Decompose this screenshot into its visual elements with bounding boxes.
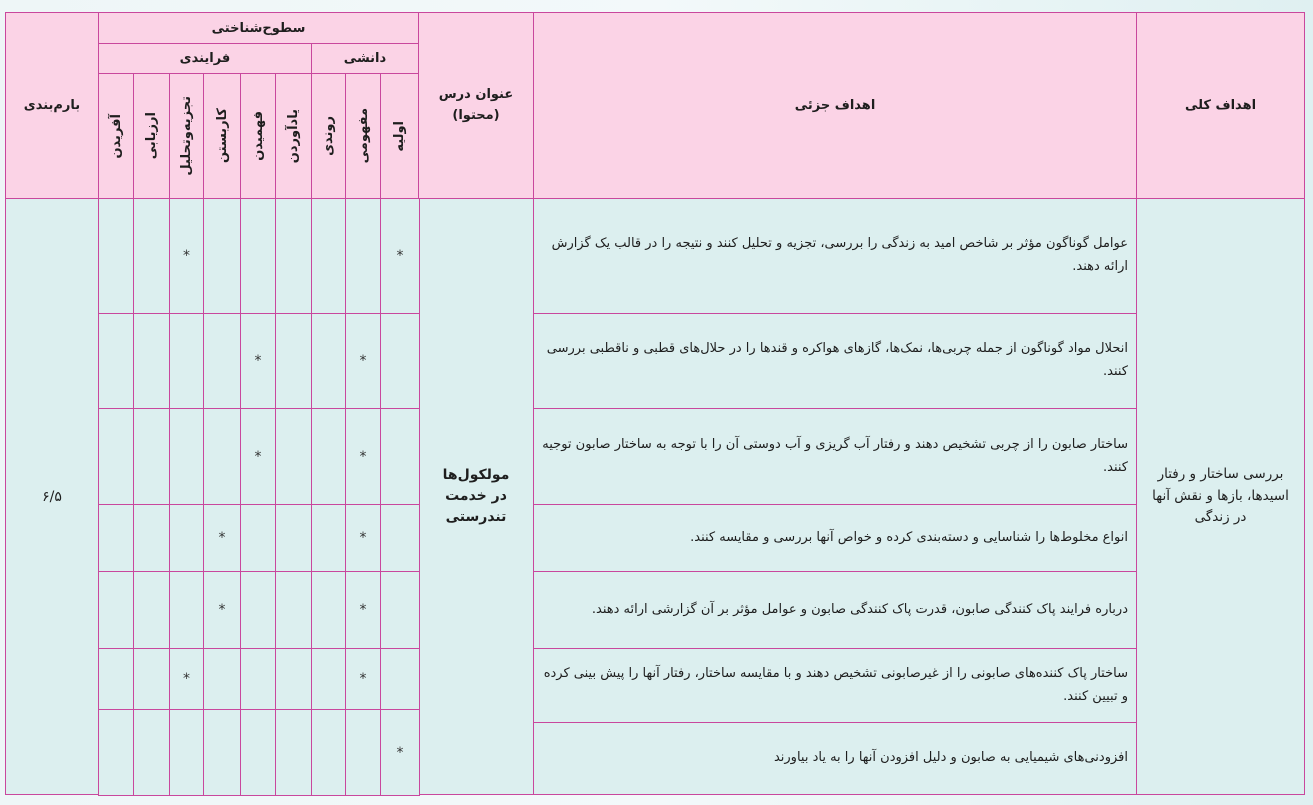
grid-cell [345, 504, 381, 572]
grid-cell [203, 408, 241, 505]
grid-cell [345, 313, 381, 409]
grid-cell [311, 571, 346, 649]
header-score [5, 12, 99, 199]
header-process-label: فرایندی [179, 51, 231, 66]
grid-cell [240, 504, 276, 572]
grid-cell [133, 198, 170, 314]
objective-row-2 [533, 313, 1137, 409]
grid-cell [169, 198, 204, 314]
grid-cell [203, 198, 241, 314]
grid-cell [133, 571, 170, 649]
objective-row-1 [533, 198, 1137, 314]
asterisk-mark: * [359, 353, 367, 369]
grid-cell [203, 313, 241, 409]
grid-cell [275, 571, 312, 649]
grid-cell [275, 408, 312, 505]
asterisk-mark: * [218, 530, 226, 546]
grid-cell [240, 648, 276, 710]
grid-cell [98, 408, 134, 505]
grid-cell [380, 198, 420, 314]
header-cognitive-levels [98, 12, 419, 44]
general-objective-cell [1136, 198, 1305, 795]
objective-text: عوامل گوناگون مؤثر بر شاخص امید به زندگی را بررسی، تجزیه و تحلیل کنند و نتیجه را در قالب یک گزارش ارائه دهند. [551, 236, 1128, 274]
col-label: فهمیدن [250, 111, 266, 161]
header-content-label: عنوان درس (محتوا) [438, 86, 514, 123]
grid-cell [169, 648, 204, 710]
grid-cell [98, 504, 134, 572]
header-col-procedural [311, 73, 346, 199]
header-col-understand [240, 73, 276, 199]
header-specific-objectives-label: اهداف جزئی [794, 98, 876, 113]
header-col-evaluate [133, 73, 170, 199]
header-col-conceptual [345, 73, 381, 199]
grid-cell [98, 648, 134, 710]
grid-cell [275, 648, 312, 710]
grid-cell [345, 709, 381, 796]
grid-cell [275, 504, 312, 572]
col-label: کاربستن [214, 108, 230, 164]
col-label: مفهومی [355, 108, 371, 164]
objective-text: درباره فرایند پاک کنندگی صابون، قدرت پاک کنندگی صابون و عوامل مؤثر بر آن گزارشی ارائه دهند. [591, 601, 1128, 617]
asterisk-mark: * [183, 248, 190, 264]
grid-cell [203, 709, 241, 796]
header-col-remember [275, 73, 312, 199]
score-cell [5, 198, 99, 795]
grid-cell [345, 198, 381, 314]
col-label: آفریدن [108, 113, 124, 159]
col-label: روندی [321, 116, 336, 156]
grid-cell [311, 313, 346, 409]
header-col-factual [380, 73, 419, 199]
header-general-objectives-label: اهداف کلی [1184, 98, 1257, 113]
asterisk-mark: * [359, 448, 367, 465]
objective-row-4 [533, 504, 1137, 572]
grid-cell [380, 504, 420, 572]
grid-cell [311, 648, 346, 710]
grid-cell [380, 709, 420, 796]
grid-cell [380, 571, 420, 649]
grid-cell [133, 504, 170, 572]
grid-cell [169, 571, 204, 649]
grid-cell [345, 571, 381, 649]
grid-cell [380, 648, 420, 710]
header-content [418, 12, 534, 199]
header-knowledge [311, 43, 419, 74]
grid-cell [203, 504, 241, 572]
grid-cell [169, 504, 204, 572]
grid-cell [275, 198, 312, 314]
asterisk-mark: * [396, 248, 404, 264]
grid-cell [203, 571, 241, 649]
objective-text: ساختار پاک کننده‌های صابونی را از غیرصابونی تشخیص دهند و با مقایسه ساختار، رفتار آنها را پیش بینی کرده و تبیین کنند. [543, 665, 1128, 704]
asterisk-mark: * [359, 530, 367, 546]
objective-row-3 [533, 408, 1137, 505]
asterisk-mark: * [218, 602, 226, 618]
asterisk-mark: * [254, 448, 262, 465]
header-knowledge-label: دانشی [343, 51, 387, 66]
grid-cell [240, 198, 276, 314]
header-col-create [98, 73, 134, 199]
grid-cell [240, 408, 276, 505]
grid-cell [275, 709, 312, 796]
grid-cell [133, 408, 170, 505]
col-label: ارزیابی [144, 112, 159, 160]
objective-text: انحلال مواد گوناگون از جمله چربی‌ها، نمک‌ها، گازهای هواکره و قندها را در حلال‌های قطبی و ناقطبی بررسی کنند. [546, 341, 1128, 379]
score-value: ۶/۵ [42, 488, 62, 505]
col-label: تجزیه‌وتحلیل [179, 96, 194, 176]
grid-cell [98, 313, 134, 409]
objective-text: ساختار صابون را از چربی تشخیص دهند و رفتار آب گریزی و آب دوستی آن را با توجه به ساختار صابون توجیه کنند. [542, 436, 1128, 475]
grid-cell [133, 709, 170, 796]
col-label: یادآوردن [286, 108, 301, 164]
grid-cell [311, 709, 346, 796]
objective-row-6 [533, 648, 1137, 723]
content-title: مولکول‌ها در خدمت تندرستی [442, 467, 510, 525]
grid-cell [240, 571, 276, 649]
header-process [98, 43, 312, 74]
header-score-label: بارم‌بندی [23, 98, 81, 113]
objective-row-7 [533, 722, 1137, 795]
content-cell [418, 198, 534, 795]
grid-cell [98, 571, 134, 649]
asterisk-mark: * [359, 602, 367, 618]
grid-cell [345, 408, 381, 505]
asterisk-mark: * [183, 671, 190, 687]
grid-cell [311, 504, 346, 572]
asterisk-mark: * [359, 671, 367, 687]
grid-cell [133, 648, 170, 710]
grid-cell [169, 313, 204, 409]
asterisk-mark: * [396, 744, 404, 761]
grid-cell [240, 709, 276, 796]
header-col-apply [203, 73, 241, 199]
header-col-analyze [169, 73, 204, 199]
col-label: اولیه [392, 120, 407, 152]
grid-cell [311, 198, 346, 314]
asterisk-mark: * [254, 353, 262, 369]
grid-cell [311, 408, 346, 505]
objective-row-5 [533, 571, 1137, 649]
grid-cell [169, 709, 204, 796]
grid-cell [98, 709, 134, 796]
grid-cell [98, 198, 134, 314]
general-objective-text: بررسی ساختار و رفتار اسیدها، بازها و نقش آنها در زندگی [1152, 466, 1289, 526]
grid-cell [169, 408, 204, 505]
objective-text: افزودنی‌های شیمیایی به صابون و دلیل افزودن آنها را به یاد بیاورند [773, 750, 1128, 766]
grid-cell [133, 313, 170, 409]
objective-text: انواع مخلوط‌ها را شناسایی و دسته‌بندی کرده و خواص آنها بررسی و مقایسه کنند. [690, 529, 1128, 545]
header-specific-objectives [533, 12, 1137, 199]
header-general-objectives [1136, 12, 1305, 199]
grid-cell [380, 313, 420, 409]
header-cognitive-levels-label: سطوح‌شناختی [211, 20, 306, 36]
grid-cell [345, 648, 381, 710]
grid-cell [203, 648, 241, 710]
grid-cell [275, 313, 312, 409]
grid-cell [240, 313, 276, 409]
grid-cell [380, 408, 420, 505]
